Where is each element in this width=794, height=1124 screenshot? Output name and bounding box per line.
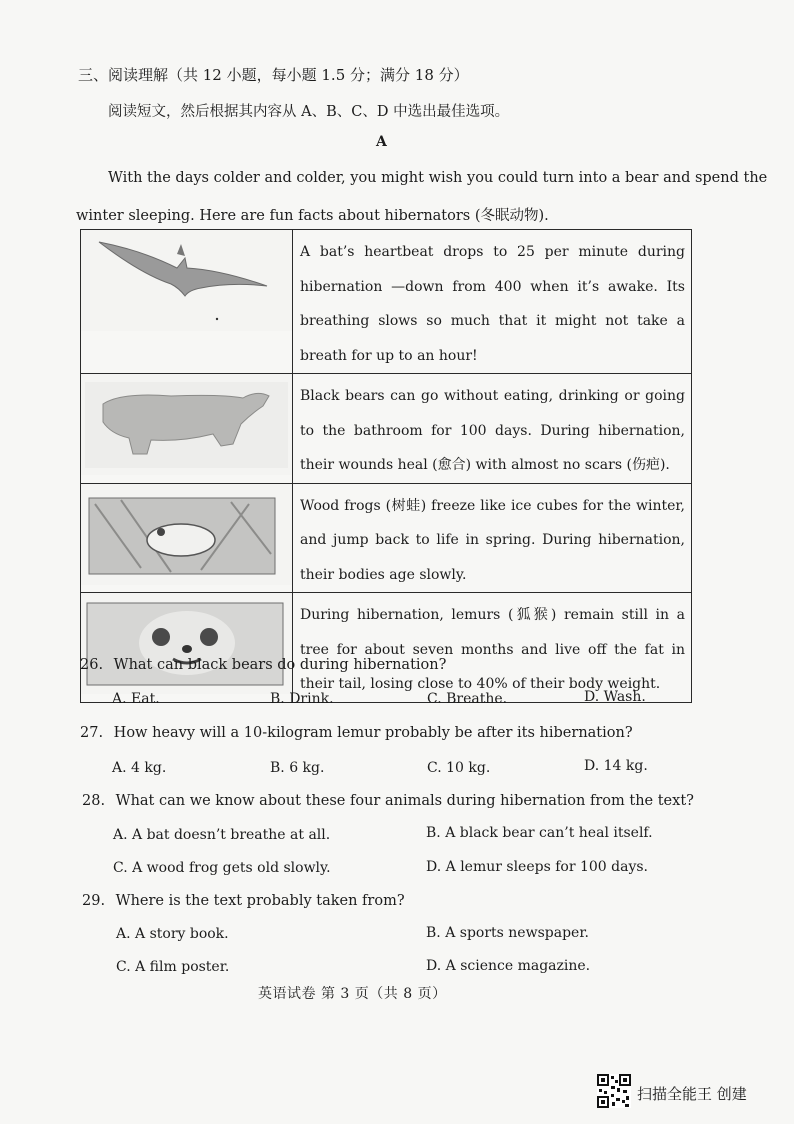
question-number: 26. — [80, 657, 104, 673]
option-29-b: B. A sports newspaper. — [426, 925, 589, 941]
qr-code-icon — [597, 1074, 631, 1108]
option-27-a: A. 4 kg. — [112, 760, 167, 776]
option-29-d: D. A science magazine. — [426, 958, 591, 974]
bat-image — [81, 230, 293, 374]
question-26 — [80, 657, 446, 673]
page-footer: 英语试卷 第 3 页（共 8 页） — [258, 986, 447, 1002]
lemur-icon — [81, 593, 292, 694]
option-27-c: C. 10 kg. — [427, 760, 491, 776]
question-number: 29. — [82, 893, 106, 909]
bear-icon — [81, 374, 292, 475]
scanner-watermark: 扫描全能王 创建 — [637, 1085, 747, 1103]
option-28-c: C. A wood frog gets old slowly. — [113, 860, 331, 876]
option-29-a: A. A story book. — [116, 926, 229, 942]
option-26-a: A. Eat. — [112, 691, 160, 707]
passage-letter: A — [376, 134, 387, 150]
lemur-fact: During hibernation, lemurs (狐猴) remain still in a tree for about seven months and live off the fat in their tail, losing close to 40% of their body weight. — [293, 593, 692, 703]
frog-fact: Wood frogs (树蛙) freeze like ice cubes for the winter, and jump back to life in spring. During hibernation, their bodies age slowly. — [293, 483, 692, 593]
question-27 — [80, 725, 633, 741]
frog-image — [81, 483, 293, 593]
option-26-d: D. Wash. — [584, 689, 646, 705]
lemur-image — [81, 593, 293, 703]
frog-icon — [81, 484, 292, 585]
bear-image — [81, 374, 293, 484]
bear-fact: Black bears can go without eating, drinking or going to the bathroom for 100 days. During hibernation, their wounds heal (愈合) with almost no scars (伤疤). — [293, 374, 692, 484]
option-29-c: C. A film poster. — [116, 959, 230, 975]
option-26-c: C. Breathe. — [427, 691, 508, 707]
question-28 — [82, 793, 694, 809]
option-26-b: B. Drink. — [270, 691, 334, 707]
option-28-b: B. A black bear can’t heal itself. — [426, 825, 653, 841]
option-28-a: A. A bat doesn’t breathe at all. — [113, 827, 331, 843]
question-text: What can we know about these four animals during hibernation from the text? — [115, 793, 694, 809]
instruction-text: 阅读短文，然后根据其内容从 A、B、C、D 中选出最佳选项。 — [108, 104, 510, 120]
hibernator-facts-table — [80, 229, 692, 703]
question-number: 27. — [80, 725, 104, 741]
question-text: Where is the text probably taken from? — [115, 893, 405, 909]
option-27-d: D. 14 kg. — [584, 758, 648, 774]
option-27-b: B. 6 kg. — [270, 760, 325, 776]
section-title: 三、阅读理解（共 12 小题，每小题 1.5 分；满分 18 分） — [78, 66, 469, 84]
question-text: How heavy will a 10-kilogram lemur probably be after its hibernation? — [113, 725, 633, 741]
bat-icon — [81, 230, 292, 331]
question-29 — [82, 893, 405, 909]
option-28-d: D. A lemur sleeps for 100 days. — [426, 859, 649, 875]
bat-fact: A bat’s heartbeat drops to 25 per minute during hibernation —down from 400 when it’s awake. Its breathing slows so much that it might not take a breath for up to an hour! — [293, 230, 692, 374]
table-row — [81, 230, 692, 374]
passage-intro-line1: With the days colder and colder, you might wish you could turn into a bear and spend the — [108, 170, 768, 186]
table-row — [81, 374, 692, 484]
question-number: 28. — [82, 793, 106, 809]
table-row — [81, 593, 692, 703]
passage-intro-line2: winter sleeping. Here are fun facts about hibernators (冬眠动物). — [76, 208, 549, 224]
table-row — [81, 483, 692, 593]
question-text: What can black bears do during hibernation? — [113, 657, 447, 673]
